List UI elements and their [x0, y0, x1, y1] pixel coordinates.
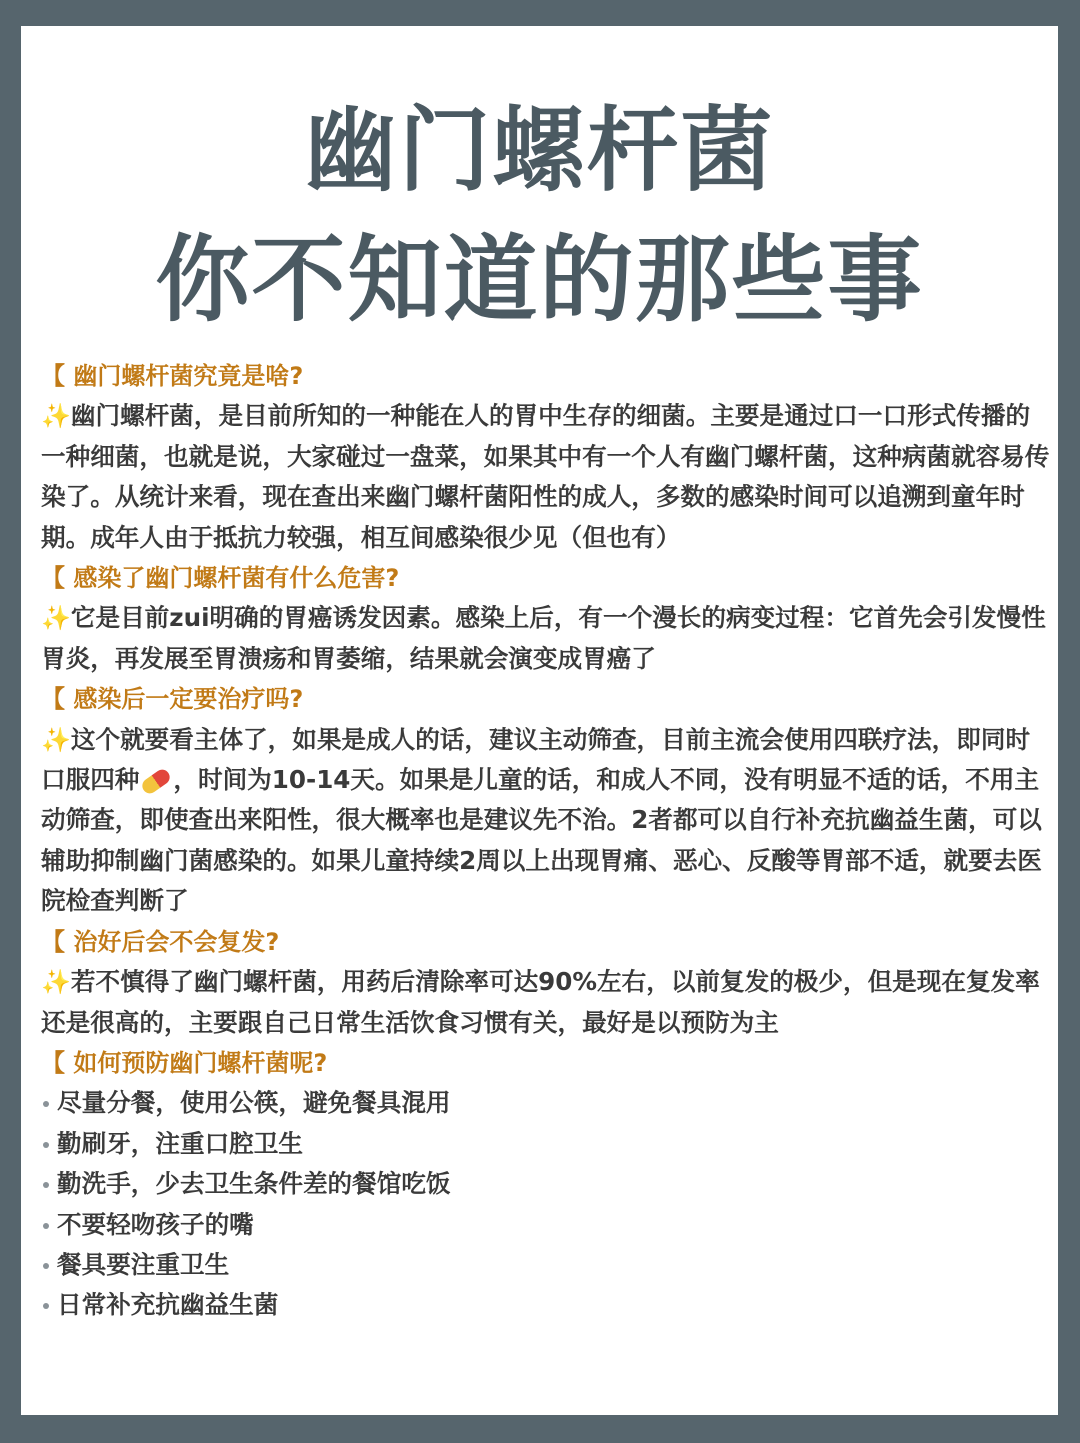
sparkle-icon: ✨	[41, 725, 71, 754]
bullet-dot-icon	[43, 1303, 49, 1309]
list-item-text: 餐具要注重卫生	[57, 1249, 230, 1279]
bullet-dot-icon	[43, 1223, 49, 1229]
sparkle-icon: ✨	[41, 968, 71, 997]
section-body-harm	[41, 598, 1051, 679]
article-card	[21, 26, 1058, 1415]
section-body-recurrence	[41, 962, 1051, 1043]
section-heading-prevention: 【 如何预防幽门螺杆菌呢?	[41, 1048, 328, 1077]
list-item	[41, 1205, 1051, 1245]
list-item-text: 日常补充抗幽益生菌	[57, 1290, 279, 1320]
list-item-text: 勤洗手，少去卫生条件差的餐馆吃饭	[57, 1169, 451, 1199]
sparkle-icon: ✨	[41, 604, 71, 633]
bullet-dot-icon	[43, 1101, 49, 1107]
section-text: 若不慎得了幽门螺杆菌，用药后清除率可达90%左右，以前复发的极少，但是现在复发率还是很高的，主要跟自己日常生活饮食习惯有关，最好是以预防为主	[41, 967, 1040, 1037]
list-item	[41, 1083, 1051, 1123]
sparkle-icon: ✨	[41, 402, 71, 431]
bullet-dot-icon	[43, 1142, 49, 1148]
section-heading-treatment: 【 感染后一定要治疗吗?	[41, 685, 304, 714]
pill-icon	[140, 766, 173, 795]
list-item	[41, 1164, 1051, 1204]
list-item-text: 勤刷牙，注重口腔卫生	[57, 1128, 303, 1158]
section-body-treatment	[41, 720, 1051, 922]
bullet-dot-icon	[43, 1182, 49, 1188]
section-text: ，时间为10-14天。如果是儿童的话，和成人不同，没有明显不适的话，不用主动筛查，即使查出来阳性，很大概率也是建议先不治。2者都可以自行补充抗幽益生菌，可以辅助抑制幽门菌感染的。如果儿童持续2周以上出现胃痛、恶心、反酸等胃部不适，就要去医院检查判断了	[41, 765, 1042, 916]
section-heading-recurrence: 【 治好后会不会复发?	[41, 927, 280, 956]
article-content	[41, 356, 1051, 1326]
list-item-text: 尽量分餐，使用公筷，避免餐具混用	[57, 1088, 451, 1118]
prevention-list	[41, 1083, 1051, 1325]
list-item	[41, 1245, 1051, 1285]
bullet-dot-icon	[43, 1263, 49, 1269]
section-text: 它是目前zui明确的胃癌诱发因素。感染上后，有一个漫长的病变过程：它首先会引发慢性胃炎，再发展至胃溃疡和胃萎缩，结果就会演变成胃癌了	[41, 603, 1046, 673]
list-item-text: 不要轻吻孩子的嘴	[57, 1209, 254, 1239]
list-item	[41, 1285, 1051, 1325]
title-line-1: 幽门螺杆菌	[304, 97, 775, 204]
section-text: 这个就要看主体了，如果是成人的话，建议主动筛查，目前主流会使用四联疗法，即同时口服四种	[41, 724, 1031, 795]
title-line-2: 你不知道的那些事	[155, 226, 924, 335]
list-item	[41, 1124, 1051, 1164]
section-body-what	[41, 396, 1051, 558]
section-heading-harm: 【 感染了幽门螺杆菌有什么危害?	[41, 564, 400, 593]
section-heading-what: 【 幽门螺杆菌究竟是啥?	[41, 362, 304, 390]
section-text: 幽门螺杆菌，是目前所知的一种能在人的胃中生存的细菌。主要是通过口一口形式传播的一种细菌，也就是说，大家碰过一盘菜，如果其中有一个人有幽门螺杆菌，这种病菌就容易传染了。从统计来看，现在查出来幽门螺杆菌阳性的成人，多数的感染时间可以追溯到童年时期。成年人由于抵抗力较强，相互间感染很少见（但也有）	[41, 401, 1050, 552]
